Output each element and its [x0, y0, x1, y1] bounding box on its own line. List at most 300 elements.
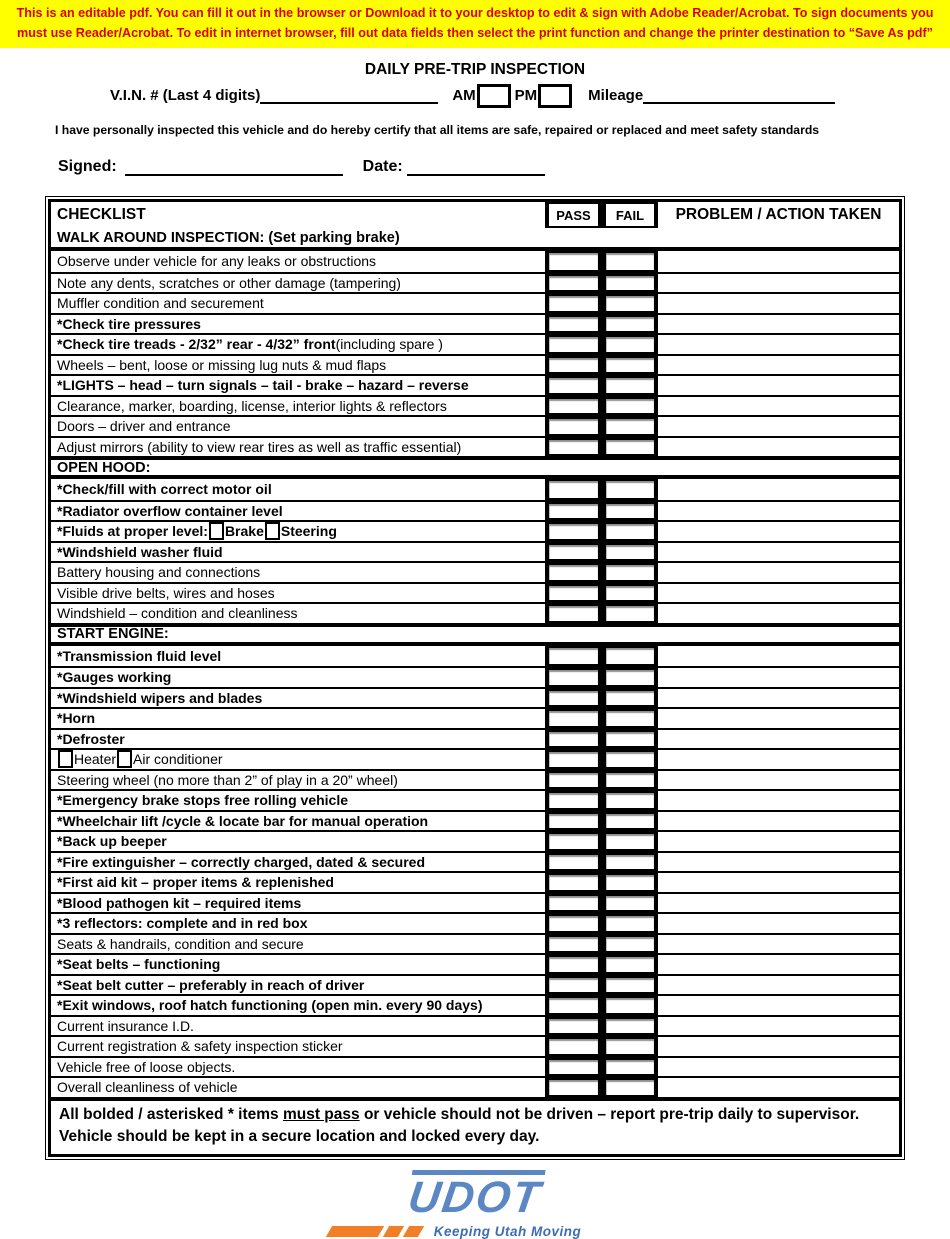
checklist-row [51, 415, 899, 436]
fail-cell [602, 294, 658, 313]
item-text: Heater [74, 751, 117, 768]
fail-cell [602, 1037, 658, 1056]
fail-cell [602, 563, 658, 582]
pass-checkbox[interactable] [549, 752, 598, 767]
pass-cell [545, 771, 602, 790]
mileage-label: Mileage [588, 87, 644, 105]
fail-cell [602, 832, 658, 851]
checklist-row [51, 851, 899, 872]
fail-checkbox[interactable] [606, 670, 654, 685]
pass-cell [545, 935, 602, 954]
problem-input[interactable] [658, 996, 899, 1015]
checklist-item-label [51, 750, 545, 769]
problem-input[interactable] [658, 1078, 899, 1097]
fail-checkbox[interactable] [606, 998, 654, 1013]
column-header-pass: PASS [549, 204, 598, 226]
item-text: Battery housing and connections [57, 564, 261, 581]
fail-cell [602, 417, 658, 436]
pass-cell [545, 543, 602, 562]
item-text: *Fire extinguisher – correctly charged, dated & secured [57, 853, 426, 870]
logo-dash-icon [326, 1226, 384, 1237]
pass-checkbox[interactable] [549, 670, 598, 685]
problem-input[interactable] [658, 709, 899, 728]
item-text: Overall cleanliness of vehicle [57, 1079, 238, 1096]
item-text: *Horn [57, 710, 96, 727]
fail-checkbox[interactable] [606, 648, 654, 665]
column-header-checklist: CHECKLIST [57, 206, 146, 224]
checklist-row [51, 333, 899, 354]
banner-text: This is an editable pdf. You can fill it out in the browser or Download it to your desktop to edit & sign with Adobe Reader/Acrobat. To sign documents you must use Reader/Acrobat. To edit in internet browser, fill out data fields then select the print function and change the printer destination to “Save As pdf” [16, 6, 934, 40]
udot-tagline: Keeping Utah Moving [433, 1224, 582, 1239]
checklist-item-label [51, 335, 545, 354]
fail-checkbox[interactable] [606, 586, 654, 601]
pass-cell [545, 376, 602, 395]
fail-checkbox[interactable] [606, 296, 654, 311]
pass-checkbox[interactable] [549, 399, 598, 414]
pass-cell [545, 356, 602, 375]
item-text: *Gauges working [57, 669, 172, 686]
pass-cell [545, 584, 602, 603]
problem-input[interactable] [658, 812, 899, 831]
column-header-pass-cell [545, 202, 602, 228]
fail-checkbox[interactable] [606, 440, 654, 455]
inline-checkbox[interactable] [209, 522, 224, 540]
fail-checkbox[interactable] [606, 1039, 654, 1054]
pass-checkbox[interactable] [549, 896, 598, 911]
section-header [51, 623, 899, 646]
signature-input[interactable] [125, 157, 343, 176]
fail-checkbox[interactable] [606, 752, 654, 767]
pass-cell [545, 996, 602, 1015]
pass-checkbox[interactable] [549, 711, 598, 726]
fail-cell [602, 976, 658, 995]
pass-cell [545, 709, 602, 728]
fail-cell [602, 750, 658, 769]
fail-checkbox[interactable] [606, 814, 654, 829]
pass-cell [545, 563, 602, 582]
pass-checkbox[interactable] [549, 337, 598, 352]
fail-checkbox[interactable] [606, 834, 654, 849]
checklist-row [51, 810, 899, 831]
fail-checkbox[interactable] [606, 855, 654, 870]
pass-checkbox[interactable] [549, 545, 598, 560]
pass-cell [545, 251, 602, 272]
checklist-item-label [51, 873, 545, 892]
fail-cell [602, 668, 658, 687]
fail-checkbox[interactable] [606, 732, 654, 747]
fail-checkbox[interactable] [606, 504, 654, 519]
pass-checkbox[interactable] [549, 296, 598, 311]
problem-input[interactable] [658, 914, 899, 933]
checklist-row [51, 789, 899, 810]
fail-checkbox[interactable] [606, 1060, 654, 1075]
problem-input[interactable] [658, 251, 899, 272]
problem-input[interactable] [658, 894, 899, 913]
checklist-row [51, 395, 899, 416]
fail-checkbox[interactable] [606, 1080, 654, 1095]
pass-cell [545, 1078, 602, 1097]
certification-statement: I have personally inspected this vehicle and do hereby certify that all items are safe, repaired or replaced and meet safety standards [55, 123, 820, 138]
checklist-item-label [51, 894, 545, 913]
pass-checkbox[interactable] [549, 565, 598, 580]
pass-checkbox[interactable] [549, 957, 598, 972]
pass-cell [545, 417, 602, 436]
checklist-item-label [51, 479, 545, 500]
pass-cell [545, 689, 602, 708]
pass-checkbox[interactable] [549, 834, 598, 849]
checklist-item-label [51, 771, 545, 790]
inline-checkbox[interactable] [117, 750, 132, 768]
item-text: Wheels – bent, loose or missing lug nuts & mud flaps [57, 356, 387, 373]
checklist-item-label [51, 417, 545, 436]
checklist-row [51, 561, 899, 582]
item-text: *Transmission fluid level [57, 647, 222, 664]
problem-input[interactable] [658, 1058, 899, 1077]
item-text: *LIGHTS – head – turn signals – tail - brake – hazard – reverse [57, 377, 469, 394]
fail-checkbox[interactable] [606, 711, 654, 726]
checklist-item-label [51, 689, 545, 708]
pass-checkbox[interactable] [549, 586, 598, 601]
problem-input[interactable] [658, 356, 899, 375]
am-checkbox[interactable] [477, 84, 511, 108]
checklist-row [51, 541, 899, 562]
fail-checkbox[interactable] [606, 691, 654, 706]
logo-dash-icon [403, 1226, 424, 1237]
fail-cell [602, 914, 658, 933]
problem-input[interactable] [658, 397, 899, 416]
problem-input[interactable] [658, 832, 899, 851]
editable-pdf-instruction-banner [0, 0, 950, 48]
item-text: *Exit windows, roof hatch functioning (open min. every 90 days) [57, 997, 483, 1014]
item-text: *Defroster [57, 730, 125, 747]
problem-input[interactable] [658, 315, 899, 334]
fail-cell [602, 853, 658, 872]
checklist-item-label [51, 274, 545, 293]
fail-cell [602, 502, 658, 521]
checklist-row [51, 479, 899, 500]
pass-cell [545, 294, 602, 313]
column-header-problem: PROBLEM / ACTION TAKEN [658, 202, 899, 228]
checklist-item-label [51, 502, 545, 521]
pass-checkbox[interactable] [549, 481, 598, 498]
item-text: Current registration & safety inspection sticker [57, 1038, 343, 1055]
problem-input[interactable] [658, 294, 899, 313]
fail-cell [602, 274, 658, 293]
pass-checkbox[interactable] [549, 1019, 598, 1034]
fail-cell [602, 873, 658, 892]
pass-checkbox[interactable] [549, 937, 598, 952]
fail-checkbox[interactable] [606, 419, 654, 434]
fail-checkbox[interactable] [606, 337, 654, 352]
pass-checkbox[interactable] [549, 773, 598, 788]
problem-input[interactable] [658, 417, 899, 436]
item-text: *Windshield washer fluid [57, 543, 223, 560]
fail-checkbox[interactable] [606, 978, 654, 993]
form-title: DAILY PRE-TRIP INSPECTION [364, 61, 586, 79]
pass-checkbox[interactable] [549, 998, 598, 1013]
fail-checkbox[interactable] [606, 606, 654, 621]
fail-cell [602, 479, 658, 500]
fail-checkbox[interactable] [606, 481, 654, 498]
checklist-row [51, 707, 899, 728]
checklist-row [51, 994, 899, 1015]
fail-checkbox[interactable] [606, 253, 654, 270]
pass-cell [545, 397, 602, 416]
fail-cell [602, 730, 658, 749]
item-text: *Seat belt cutter – preferably in reach of driver [57, 976, 365, 993]
checklist-item-label [51, 668, 545, 687]
checklist-row [51, 953, 899, 974]
pass-checkbox[interactable] [549, 732, 598, 747]
checklist-item-label [51, 376, 545, 395]
pm-checkbox[interactable] [538, 84, 572, 108]
pass-cell [545, 502, 602, 521]
pass-cell [545, 894, 602, 913]
pass-cell [545, 914, 602, 933]
checklist-item-label [51, 914, 545, 933]
pass-checkbox[interactable] [549, 1060, 598, 1075]
fail-checkbox[interactable] [606, 875, 654, 890]
pass-checkbox[interactable] [549, 875, 598, 890]
checklist-item-label [51, 604, 545, 623]
problem-input[interactable] [658, 274, 899, 293]
checklist-row [51, 520, 899, 541]
checklist-item-label [51, 397, 545, 416]
item-text: *Check tire treads - 2/32” rear - 4/32” front [57, 336, 336, 353]
date-input[interactable] [407, 157, 545, 176]
fail-checkbox[interactable] [606, 793, 654, 808]
fail-checkbox[interactable] [606, 524, 654, 539]
fail-cell [602, 251, 658, 272]
checklist-row [51, 912, 899, 933]
item-text: Adjust mirrors (ability to view rear tires as well as traffic essential) [57, 438, 462, 455]
problem-input[interactable] [658, 563, 899, 582]
fail-cell [602, 376, 658, 395]
column-header-fail-cell [602, 202, 658, 228]
checklist-row [51, 687, 899, 708]
pass-checkbox[interactable] [549, 1039, 598, 1054]
checklist-row [51, 374, 899, 395]
problem-input[interactable] [658, 584, 899, 603]
inline-checkbox[interactable] [58, 750, 73, 768]
pass-cell [545, 832, 602, 851]
fail-checkbox[interactable] [606, 896, 654, 911]
fail-cell [602, 996, 658, 1015]
checklist-item-label [51, 438, 545, 457]
item-text: *Emergency brake stops free rolling vehicle [57, 792, 349, 809]
fail-checkbox[interactable] [606, 317, 654, 332]
fail-checkbox[interactable] [606, 773, 654, 788]
checklist-row [51, 933, 899, 954]
pass-cell [545, 750, 602, 769]
fail-cell [602, 356, 658, 375]
fail-checkbox[interactable] [606, 545, 654, 560]
problem-input[interactable] [658, 335, 899, 354]
pass-checkbox[interactable] [549, 440, 598, 455]
problem-input[interactable] [658, 791, 899, 810]
problem-input[interactable] [658, 935, 899, 954]
pass-checkbox[interactable] [549, 855, 598, 870]
checklist-table [45, 196, 905, 1160]
pass-checkbox[interactable] [549, 504, 598, 519]
pass-cell [545, 604, 602, 623]
fail-cell [602, 812, 658, 831]
fail-checkbox[interactable] [606, 916, 654, 931]
item-text: *Seat belts – functioning [57, 956, 221, 973]
fail-cell [602, 955, 658, 974]
pass-cell [545, 853, 602, 872]
pass-checkbox[interactable] [549, 524, 598, 539]
fail-checkbox[interactable] [606, 1019, 654, 1034]
fail-cell [602, 689, 658, 708]
checklist-item-label [51, 251, 545, 272]
pass-checkbox[interactable] [549, 358, 598, 373]
problem-input[interactable] [658, 873, 899, 892]
problem-input[interactable] [658, 853, 899, 872]
fail-checkbox[interactable] [606, 399, 654, 414]
pass-checkbox[interactable] [549, 978, 598, 993]
checklist-row [51, 769, 899, 790]
fail-checkbox[interactable] [606, 358, 654, 373]
problem-input[interactable] [658, 750, 899, 769]
date-label: Date: [362, 158, 403, 176]
fail-checkbox[interactable] [606, 957, 654, 972]
checklist-item-label [51, 853, 545, 872]
pass-checkbox[interactable] [549, 317, 598, 332]
pass-checkbox[interactable] [549, 419, 598, 434]
problem-input[interactable] [658, 976, 899, 995]
fail-cell [602, 1017, 658, 1036]
signed-label: Signed: [58, 158, 117, 176]
inline-checkbox[interactable] [265, 522, 280, 540]
checklist-item-label [51, 1058, 545, 1077]
mileage-input[interactable] [643, 87, 835, 104]
problem-input[interactable] [658, 771, 899, 790]
checklist-row [51, 1076, 899, 1097]
fail-checkbox[interactable] [606, 937, 654, 952]
checklist-item-label [51, 996, 545, 1015]
checklist-row [51, 272, 899, 293]
checklist-row [51, 354, 899, 375]
pass-checkbox[interactable] [549, 253, 598, 270]
pass-cell [545, 1037, 602, 1056]
checklist-item-label [51, 812, 545, 831]
section-header [51, 456, 899, 479]
checklist-item-label [51, 646, 545, 667]
pass-cell [545, 438, 602, 457]
checklist-row [51, 251, 899, 272]
item-text: Brake [224, 523, 264, 540]
problem-input[interactable] [658, 479, 899, 500]
problem-input[interactable] [658, 502, 899, 521]
item-text: (including spare ) [335, 336, 443, 353]
fail-checkbox[interactable] [606, 378, 654, 393]
pass-cell [545, 955, 602, 974]
item-text: Visible drive belts, wires and hoses [57, 584, 275, 601]
pass-cell [545, 791, 602, 810]
item-text: Steering [280, 523, 337, 540]
problem-input[interactable] [658, 543, 899, 562]
checklist-row [51, 1056, 899, 1077]
table-header-row [51, 202, 899, 228]
pass-checkbox[interactable] [549, 378, 598, 393]
problem-input[interactable] [658, 646, 899, 667]
checklist-row [51, 436, 899, 457]
fail-cell [602, 543, 658, 562]
pass-checkbox[interactable] [549, 1080, 598, 1095]
item-text: Seats & handrails, condition and secure [57, 935, 304, 952]
fail-checkbox[interactable] [606, 565, 654, 580]
pass-checkbox[interactable] [549, 606, 598, 621]
fail-cell [602, 1058, 658, 1077]
checklist-item-label [51, 543, 545, 562]
problem-input[interactable] [658, 376, 899, 395]
checklist-item-label [51, 584, 545, 603]
item-text: Steering wheel (no more than 2” of play in a 20” wheel) [57, 771, 398, 788]
item-text: *First aid kit – proper items & replenished [57, 874, 334, 891]
problem-input[interactable] [658, 1017, 899, 1036]
pass-checkbox[interactable] [549, 691, 598, 706]
checklist-row [51, 1015, 899, 1036]
checklist-row [51, 728, 899, 749]
problem-input[interactable] [658, 522, 899, 541]
pass-checkbox[interactable] [549, 276, 598, 291]
checklist-row [51, 1035, 899, 1056]
problem-input[interactable] [658, 955, 899, 974]
pass-cell [545, 315, 602, 334]
item-text: Observe under vehicle for any leaks or obstructions [57, 253, 377, 270]
vin-input[interactable] [260, 87, 438, 104]
checklist-item-label [51, 832, 545, 851]
vin-label: V.I.N. # (Last 4 digits) [110, 87, 261, 105]
fail-cell [602, 397, 658, 416]
problem-input[interactable] [658, 668, 899, 687]
checklist-row [51, 748, 899, 769]
fail-cell [602, 1078, 658, 1097]
checklist-item-label [51, 315, 545, 334]
problem-input[interactable] [658, 604, 899, 623]
pass-cell [545, 274, 602, 293]
pass-cell [545, 668, 602, 687]
problem-input[interactable] [658, 438, 899, 457]
item-text: Muffler condition and securement [57, 295, 264, 312]
checklist-item-label [51, 563, 545, 582]
checklist-row [51, 871, 899, 892]
pass-checkbox[interactable] [549, 648, 598, 665]
problem-input[interactable] [658, 689, 899, 708]
pass-checkbox[interactable] [549, 916, 598, 931]
fail-cell [602, 604, 658, 623]
footer-note-text: All bolded / asterisked * items must pass or vehicle should not be driven – report pre-trip daily to supervisor. Vehicle should be kept in a secure location and locked every day. [59, 1105, 860, 1145]
udot-logo-tagline-row [329, 1224, 582, 1239]
am-label: AM [452, 87, 476, 105]
footer-note [51, 1097, 899, 1155]
problem-input[interactable] [658, 1037, 899, 1056]
pass-checkbox[interactable] [549, 793, 598, 808]
item-text: Clearance, marker, boarding, license, interior lights & reflectors [57, 397, 447, 414]
section-title: OPEN HOOD: [57, 459, 151, 476]
fail-checkbox[interactable] [606, 276, 654, 291]
signature-row [58, 157, 950, 176]
problem-input[interactable] [658, 730, 899, 749]
item-text: *Fluids at proper level: [57, 523, 208, 540]
checklist-item-label [51, 294, 545, 313]
checklist-row [51, 892, 899, 913]
checklist-item-label [51, 1017, 545, 1036]
item-text: *Wheelchair lift /cycle & locate bar for manual operation [57, 812, 429, 829]
pass-checkbox[interactable] [549, 814, 598, 829]
checklist-row [51, 500, 899, 521]
